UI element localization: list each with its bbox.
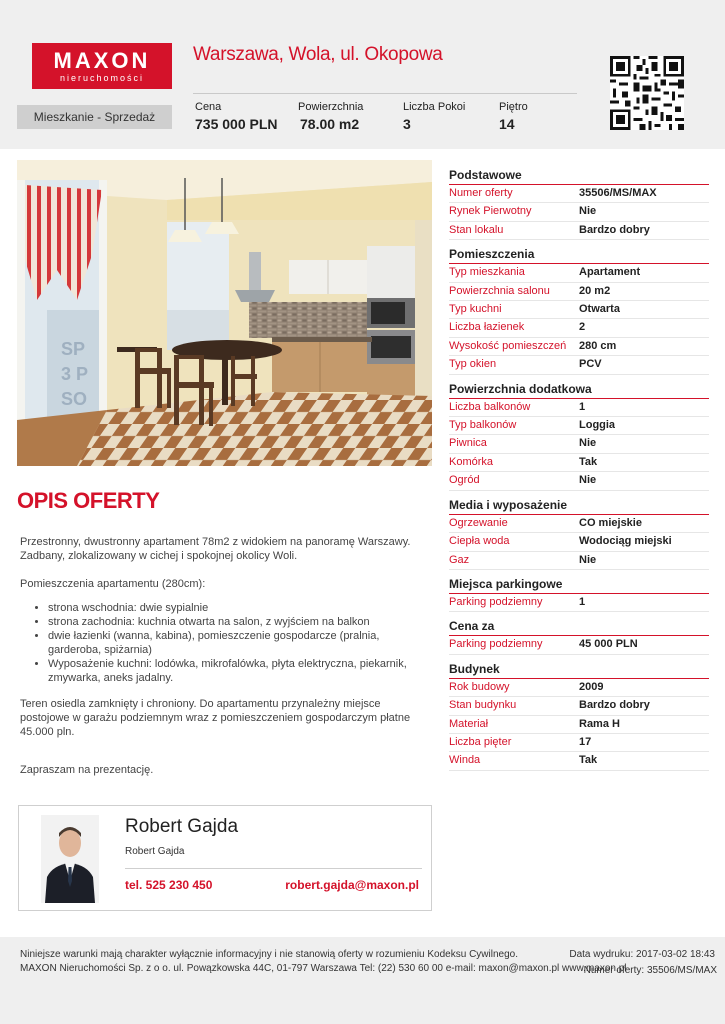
description-body (20, 535, 425, 791)
detail-row (449, 301, 709, 319)
detail-value: 45 000 PLN (579, 638, 638, 651)
detail-value: Tak (579, 455, 598, 468)
logo-subtitle: nieruchomości (59, 73, 145, 83)
stat-area (298, 100, 363, 134)
detail-label: Typ mieszkania (449, 266, 525, 279)
detail-value: 2009 (579, 680, 604, 693)
detail-row (449, 679, 709, 697)
detail-label: Typ okien (449, 358, 497, 371)
agent-divider (125, 868, 422, 869)
detail-label: Ogrzewanie (449, 516, 508, 529)
detail-label: Ciepła woda (449, 535, 510, 548)
detail-row (449, 356, 709, 374)
detail-row (449, 594, 709, 612)
detail-row (449, 338, 709, 356)
detail-label: Liczba balkonów (449, 400, 531, 413)
property-photo[interactable] (17, 160, 432, 466)
stat-label: Powierzchnia (298, 101, 364, 113)
detail-label: Parking podziemny (449, 638, 543, 651)
detail-row (449, 185, 709, 203)
agent-phone-link[interactable]: tel. 525 230 450 (125, 878, 213, 892)
description-paragraph: Teren osiedla zamknięty i chroniony. Do apartamentu przynależny miejsce postojowe w garażu podziemnym wraz z pomieszczeniem gospodarczym płatne 45.000 pln. (20, 698, 411, 738)
section-title: Cena za (449, 618, 709, 636)
description-paragraph: Pomieszczenia apartamentu (280cm): (20, 578, 206, 590)
footer-company-info: MAXON Nieruchomości Sp. z o o. ul. Powązkowska 44C, 01-797 Warszawa Tel: (22) 530 60 00 e-mail: maxon@maxon.pl www.maxon.pl (20, 963, 627, 974)
stat-price (195, 100, 278, 134)
footer (0, 937, 725, 1024)
details-section (449, 381, 709, 491)
footer-offer-number: Numer oferty: 35506/MS/MAX (583, 965, 717, 976)
detail-row (449, 734, 709, 752)
section-title: Podstawowe (449, 167, 709, 185)
property-type-badge: Mieszkanie - Sprzedaż (17, 105, 172, 129)
detail-value: Rama H (579, 717, 620, 730)
detail-value: 1 (579, 400, 586, 413)
logo-brand: MAXON (53, 48, 151, 73)
details-section (449, 497, 709, 570)
detail-row (449, 203, 709, 221)
detail-value: 17 (579, 735, 592, 748)
title-divider (193, 93, 577, 94)
detail-label: Stan lokalu (449, 223, 504, 236)
stat-label: Liczba Pokoi (403, 101, 466, 113)
section-title: Pomieszczenia (449, 246, 709, 264)
detail-value: Otwarta (579, 303, 620, 316)
detail-row (449, 515, 709, 533)
stat-value: 3 (403, 116, 411, 132)
detail-label: Gaz (449, 553, 470, 566)
svg-text:SO: SO (61, 389, 88, 409)
stat-value: 735 000 PLN (195, 116, 278, 132)
description-paragraph: Zapraszam na prezentację. (20, 764, 154, 776)
detail-label: Liczba łazienek (449, 321, 525, 334)
details-panel (449, 167, 709, 777)
agent-avatar (41, 815, 99, 903)
footer-disclaimer: Niniejsze warunki mają charakter wyłącznie informacyjny i nie stanowią oferty w rozumieniu Kodeksu Cywilnego. (20, 949, 518, 960)
svg-text:3 P: 3 P (61, 364, 89, 384)
detail-row (449, 472, 709, 490)
detail-value: 20 m2 (579, 284, 611, 297)
details-section (449, 167, 709, 240)
detail-row (449, 552, 709, 570)
list-item: • Wyposażenie kuchni: lodówka, mikrofalówka, płyta elektryczna, piekarnik, zmywarka, aneks jadalny. (48, 657, 425, 685)
list-item: • strona zachodnia: kuchnia otwarta na salon, z wyjściem na balkon (48, 615, 425, 629)
detail-label: Rynek Pierwotny (449, 205, 532, 218)
detail-value: Bardzo dobry (579, 699, 650, 712)
agent-name: Robert Gajda (125, 816, 239, 837)
stat-floor (499, 100, 528, 134)
detail-value: Nie (579, 205, 597, 218)
detail-label: Parking podziemny (449, 595, 543, 608)
stat-label: Piętro (499, 101, 528, 113)
detail-row (449, 283, 709, 301)
detail-label: Typ balkonów (449, 419, 517, 432)
qr-code[interactable] (610, 56, 684, 130)
agent-card (18, 805, 432, 911)
detail-value: Loggia (579, 419, 616, 432)
detail-value: 1 (579, 595, 586, 608)
svg-text:SP: SP (61, 339, 86, 359)
description-list (48, 601, 425, 685)
section-title: Powierzchnia dodatkowa (449, 381, 709, 399)
detail-label: Numer oferty (449, 187, 513, 199)
detail-row (449, 417, 709, 435)
list-item: • dwie łazienki (wanna, kabina), pomieszczenie gospodarcze (pralnia, garderoba, spiżarnia) (48, 629, 425, 657)
detail-label: Wysokość pomieszczeń (449, 339, 567, 352)
detail-value: PCV (579, 358, 602, 371)
agent-subtitle: Robert Gajda (125, 846, 185, 857)
listing-title: Warszawa, Wola, ul. Okopowa (193, 44, 443, 65)
detail-row (449, 264, 709, 282)
detail-value: 2 (579, 321, 586, 334)
detail-label: Stan budynku (449, 699, 517, 712)
description-paragraph: Przestronny, dwustronny apartament 78m2 z widokiem na panoramę Warszawy. Zadbany, zlokalizowany w cichej i spokojnej okolicy Woli. (20, 536, 411, 562)
detail-value: Nie (579, 553, 597, 566)
footer-print-date: Data wydruku: 2017-03-02 18:43 (569, 949, 715, 960)
header (0, 0, 725, 149)
detail-row (449, 399, 709, 417)
stat-value: 78.00 m2 (300, 116, 360, 132)
details-section (449, 246, 709, 374)
detail-row (449, 319, 709, 337)
maxon-logo[interactable] (32, 43, 172, 89)
detail-row (449, 697, 709, 715)
detail-row (449, 752, 709, 770)
detail-label: Rok budowy (449, 680, 510, 693)
section-title: Budynek (449, 661, 709, 679)
stat-label: Cena (195, 101, 222, 113)
stat-rooms (403, 100, 465, 134)
detail-row (449, 454, 709, 472)
detail-value: Bardzo dobry (579, 223, 650, 236)
details-section (449, 576, 709, 612)
details-section (449, 661, 709, 771)
detail-row (449, 716, 709, 734)
detail-value: Nie (579, 474, 597, 487)
detail-value: Apartament (579, 266, 641, 279)
detail-label: Liczba pięter (449, 735, 512, 748)
description-heading: OPIS OFERTY (17, 488, 160, 513)
stat-value: 14 (499, 116, 515, 132)
detail-label: Ogród (449, 474, 480, 487)
detail-value: Wodociąg miejski (579, 535, 672, 548)
detail-value: 280 cm (579, 339, 617, 352)
detail-value: CO miejskie (579, 516, 642, 529)
detail-label: Materiał (449, 717, 489, 730)
detail-label: Powierzchnia salonu (449, 284, 550, 297)
detail-row (449, 636, 709, 654)
detail-value: Tak (579, 754, 598, 767)
detail-value: Nie (579, 437, 597, 450)
detail-label: Typ kuchni (449, 303, 502, 316)
detail-value: 35506/MS/MAX (579, 187, 657, 199)
section-title: Media i wyposażenie (449, 497, 709, 515)
detail-row (449, 222, 709, 240)
detail-label: Winda (449, 754, 481, 767)
list-item: • strona wschodnia: dwie sypialnie (48, 601, 425, 615)
detail-row (449, 435, 709, 453)
section-title: Miejsca parkingowe (449, 576, 709, 594)
agent-email-link[interactable]: robert.gajda@maxon.pl (285, 878, 419, 892)
detail-label: Piwnica (449, 437, 487, 450)
details-section (449, 618, 709, 654)
detail-label: Komórka (449, 455, 494, 468)
detail-row (449, 533, 709, 551)
